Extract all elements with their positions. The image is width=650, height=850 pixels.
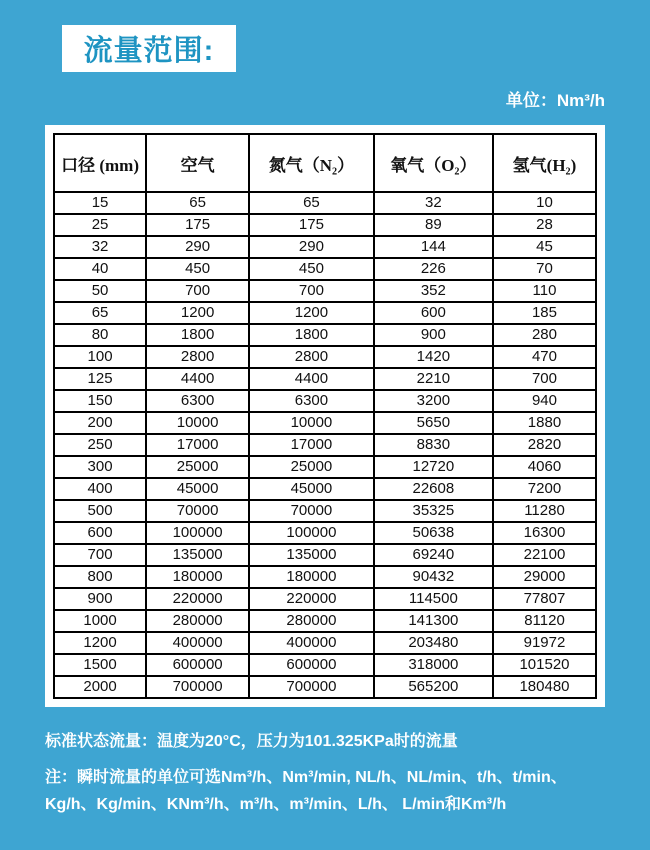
- cell: 185: [493, 302, 596, 324]
- cell: 280000: [146, 610, 249, 632]
- table-row: [54, 522, 596, 544]
- table-row: [54, 302, 596, 324]
- cell: 1200: [249, 302, 374, 324]
- cell: 175: [249, 214, 374, 236]
- flow-table-container: [45, 125, 605, 707]
- cell: 100000: [249, 522, 374, 544]
- cell: 17000: [249, 434, 374, 456]
- cell: 110: [493, 280, 596, 302]
- cell: 2210: [374, 368, 493, 390]
- cell: 290: [249, 236, 374, 258]
- cell: 16300: [493, 522, 596, 544]
- cell: 45: [493, 236, 596, 258]
- column-header: 空气: [146, 134, 249, 192]
- cell: 50638: [374, 522, 493, 544]
- cell: 32: [374, 192, 493, 214]
- table-row: [54, 500, 596, 522]
- cell: 32: [54, 236, 146, 258]
- cell: 17000: [146, 434, 249, 456]
- cell: 1800: [249, 324, 374, 346]
- cell: 226: [374, 258, 493, 280]
- cell: 135000: [249, 544, 374, 566]
- table-row: [54, 632, 596, 654]
- cell: 89: [374, 214, 493, 236]
- cell: 352: [374, 280, 493, 302]
- table-body: [54, 192, 596, 698]
- column-header: 氮气（N₂）: [249, 134, 374, 192]
- cell: 45000: [249, 478, 374, 500]
- cell: 69240: [374, 544, 493, 566]
- cell: 25000: [146, 456, 249, 478]
- cell: 250: [54, 434, 146, 456]
- cell: 11280: [493, 500, 596, 522]
- standard-condition-note: 标准状态流量：温度为20°C，压力为101.325KPa时的流量: [45, 733, 458, 750]
- table-row: [54, 412, 596, 434]
- cell: 900: [54, 588, 146, 610]
- cell: 800: [54, 566, 146, 588]
- unit-label: 单位：Nm³/h: [505, 91, 605, 110]
- cell: 6300: [249, 390, 374, 412]
- table-row: [54, 456, 596, 478]
- cell: 40: [54, 258, 146, 280]
- table-row: [54, 566, 596, 588]
- table-row: [54, 368, 596, 390]
- table-row: [54, 478, 596, 500]
- page-title-badge: [62, 25, 236, 72]
- flow-table: [53, 133, 597, 699]
- footer-notes: [45, 728, 610, 818]
- cell: 200: [54, 412, 146, 434]
- cell: 700: [54, 544, 146, 566]
- cell: 4400: [146, 368, 249, 390]
- table-row: [54, 192, 596, 214]
- cell: 12720: [374, 456, 493, 478]
- cell: 180480: [493, 676, 596, 698]
- cell: 203480: [374, 632, 493, 654]
- cell: 4400: [249, 368, 374, 390]
- cell: 7200: [493, 478, 596, 500]
- cell: 141300: [374, 610, 493, 632]
- cell: 400000: [249, 632, 374, 654]
- table-row: [54, 676, 596, 698]
- cell: 10: [493, 192, 596, 214]
- table-row: [54, 236, 596, 258]
- cell: 318000: [374, 654, 493, 676]
- cell: 600000: [249, 654, 374, 676]
- cell: 175: [146, 214, 249, 236]
- column-header: 氢气(H₂): [493, 134, 596, 192]
- cell: 91972: [493, 632, 596, 654]
- cell: 50: [54, 280, 146, 302]
- cell: 65: [54, 302, 146, 324]
- table-row: [54, 214, 596, 236]
- table-row: [54, 390, 596, 412]
- cell: 101520: [493, 654, 596, 676]
- cell: 700000: [146, 676, 249, 698]
- cell: 900: [374, 324, 493, 346]
- cell: 135000: [146, 544, 249, 566]
- table-header-row: [54, 134, 596, 192]
- unit-options-note: 注：瞬时流量的单位可选Nm³/h、Nm³/min, NL/h、NL/min、t/h、t/min、Kg/h、Kg/min、KNm³/h、m³/h、m³/min、L/h、 L/min和Km³/h: [45, 769, 567, 813]
- cell: 70000: [249, 500, 374, 522]
- cell: 450: [146, 258, 249, 280]
- page-title: 流量范围:: [83, 35, 215, 67]
- cell: 470: [493, 346, 596, 368]
- cell: 280: [493, 324, 596, 346]
- cell: 114500: [374, 588, 493, 610]
- cell: 70: [493, 258, 596, 280]
- table-row: [54, 588, 596, 610]
- cell: 290: [146, 236, 249, 258]
- cell: 70000: [146, 500, 249, 522]
- cell: 1000: [54, 610, 146, 632]
- cell: 700: [146, 280, 249, 302]
- cell: 4060: [493, 456, 596, 478]
- cell: 8830: [374, 434, 493, 456]
- cell: 220000: [249, 588, 374, 610]
- cell: 2820: [493, 434, 596, 456]
- cell: 400000: [146, 632, 249, 654]
- table-row: [54, 346, 596, 368]
- cell: 180000: [249, 566, 374, 588]
- cell: 600: [54, 522, 146, 544]
- table-row: [54, 324, 596, 346]
- cell: 5650: [374, 412, 493, 434]
- cell: 22100: [493, 544, 596, 566]
- cell: 180000: [146, 566, 249, 588]
- cell: 125: [54, 368, 146, 390]
- cell: 700000: [249, 676, 374, 698]
- table-row: [54, 544, 596, 566]
- cell: 29000: [493, 566, 596, 588]
- cell: 500: [54, 500, 146, 522]
- cell: 565200: [374, 676, 493, 698]
- cell: 220000: [146, 588, 249, 610]
- cell: 940: [493, 390, 596, 412]
- cell: 10000: [146, 412, 249, 434]
- cell: 35325: [374, 500, 493, 522]
- cell: 25000: [249, 456, 374, 478]
- cell: 100: [54, 346, 146, 368]
- cell: 144: [374, 236, 493, 258]
- cell: 600000: [146, 654, 249, 676]
- cell: 65: [146, 192, 249, 214]
- cell: 1500: [54, 654, 146, 676]
- cell: 1200: [146, 302, 249, 324]
- cell: 15: [54, 192, 146, 214]
- table-row: [54, 654, 596, 676]
- table-row: [54, 434, 596, 456]
- cell: 400: [54, 478, 146, 500]
- table-row: [54, 280, 596, 302]
- cell: 22608: [374, 478, 493, 500]
- cell: 2800: [146, 346, 249, 368]
- cell: 81120: [493, 610, 596, 632]
- table-row: [54, 258, 596, 280]
- cell: 2000: [54, 676, 146, 698]
- cell: 100000: [146, 522, 249, 544]
- cell: 700: [493, 368, 596, 390]
- cell: 450: [249, 258, 374, 280]
- cell: 150: [54, 390, 146, 412]
- cell: 3200: [374, 390, 493, 412]
- cell: 90432: [374, 566, 493, 588]
- cell: 80: [54, 324, 146, 346]
- cell: 700: [249, 280, 374, 302]
- cell: 77807: [493, 588, 596, 610]
- cell: 600: [374, 302, 493, 324]
- cell: 28: [493, 214, 596, 236]
- cell: 1200: [54, 632, 146, 654]
- column-header: 口径 (mm): [54, 134, 146, 192]
- cell: 2800: [249, 346, 374, 368]
- cell: 1880: [493, 412, 596, 434]
- cell: 280000: [249, 610, 374, 632]
- column-header: 氧气（O₂）: [374, 134, 493, 192]
- cell: 1800: [146, 324, 249, 346]
- cell: 1420: [374, 346, 493, 368]
- table-row: [54, 610, 596, 632]
- cell: 45000: [146, 478, 249, 500]
- cell: 300: [54, 456, 146, 478]
- cell: 65: [249, 192, 374, 214]
- cell: 6300: [146, 390, 249, 412]
- cell: 25: [54, 214, 146, 236]
- cell: 10000: [249, 412, 374, 434]
